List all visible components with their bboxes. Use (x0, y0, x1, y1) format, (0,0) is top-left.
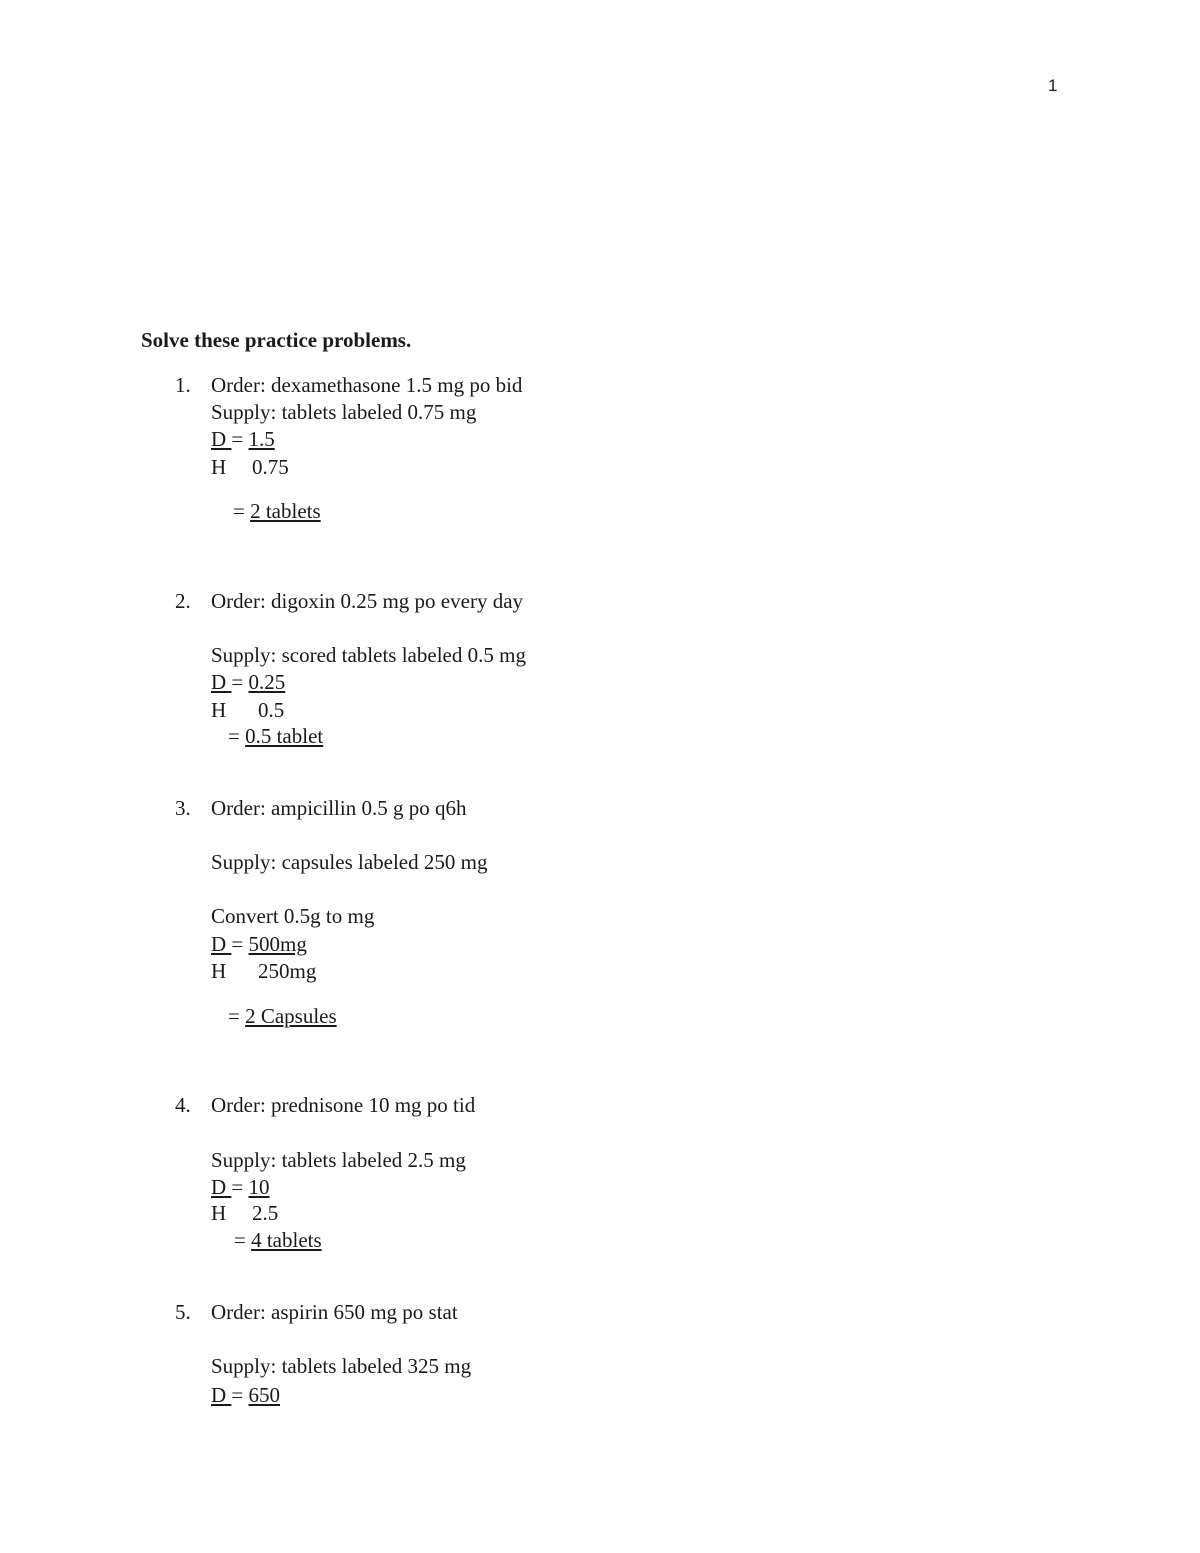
result-value: 2 Capsules (245, 1004, 337, 1028)
result-line (234, 1227, 322, 1253)
page-number: 1 (1048, 76, 1058, 95)
dose-formula-numerator (211, 669, 285, 695)
order-text: Order: ampicillin 0.5 g po q6h (211, 796, 467, 820)
result-line (233, 498, 321, 524)
h-label: H (211, 455, 227, 479)
supply-text: Supply: capsules labeled 250 mg (211, 850, 488, 874)
result-equals: = (228, 1004, 246, 1028)
supply-text: Supply: scored tablets labeled 0.5 mg (211, 643, 526, 667)
order-text: Order: aspirin 650 mg po stat (211, 1300, 458, 1324)
result-equals: = (234, 1228, 252, 1252)
result-value: 0.5 tablet (245, 724, 324, 748)
h-value: 0.5 (258, 698, 285, 722)
problem-number: 2. (175, 589, 191, 613)
result-equals: = (228, 724, 246, 748)
order-text: Order: prednisone 10 mg po tid (211, 1093, 476, 1117)
d-value: 500mg (248, 932, 307, 956)
dose-formula-numerator (211, 931, 307, 957)
d-value: 0.25 (248, 670, 286, 694)
h-value: 0.75 (252, 455, 289, 479)
d-label: D (211, 1383, 232, 1407)
d-value: 1.5 (248, 427, 275, 451)
equals-sign: = (231, 427, 249, 451)
dose-formula-numerator (211, 1382, 280, 1408)
order-text: Order: digoxin 0.25 mg po every day (211, 589, 524, 613)
d-value: 10 (248, 1175, 270, 1199)
equals-sign: = (231, 1383, 249, 1407)
h-label: H (211, 959, 227, 983)
d-value: 650 (248, 1383, 281, 1407)
problem-number: 5. (175, 1300, 191, 1324)
h-value: 2.5 (252, 1201, 279, 1225)
convert-text: Convert 0.5g to mg (211, 904, 375, 928)
supply-text: Supply: tablets labeled 2.5 mg (211, 1148, 466, 1172)
problem-number: 3. (175, 796, 191, 820)
result-value: 4 tablets (251, 1228, 322, 1252)
d-label: D (211, 1175, 232, 1199)
order-text: Order: dexamethasone 1.5 mg po bid (211, 373, 523, 397)
problem-number: 1. (175, 373, 191, 397)
h-label: H (211, 1201, 227, 1225)
page-heading: Solve these practice problems. (141, 328, 412, 352)
equals-sign: = (231, 1175, 249, 1199)
dose-formula-numerator (211, 426, 275, 452)
result-equals: = (233, 499, 251, 523)
problem-number: 4. (175, 1093, 191, 1117)
d-label: D (211, 670, 232, 694)
result-value: 2 tablets (250, 499, 321, 523)
dose-formula-numerator (211, 1174, 270, 1200)
supply-text: Supply: tablets labeled 0.75 mg (211, 400, 477, 424)
h-value: 250mg (258, 959, 317, 983)
equals-sign: = (231, 670, 249, 694)
d-label: D (211, 932, 232, 956)
result-line (228, 723, 323, 749)
d-label: D (211, 427, 232, 451)
h-label: H (211, 698, 227, 722)
result-line (228, 1003, 337, 1029)
supply-text: Supply: tablets labeled 325 mg (211, 1354, 472, 1378)
equals-sign: = (231, 932, 249, 956)
